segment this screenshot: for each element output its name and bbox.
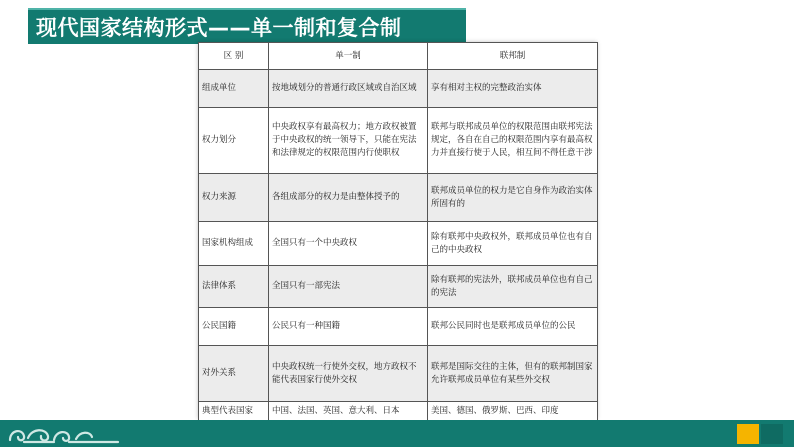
comparison-table-container (198, 42, 597, 419)
title-bar (28, 8, 466, 44)
slide-title: 现代国家结构形式——单一制和复合制 (36, 16, 402, 40)
row-label: 权力来源 (199, 174, 269, 222)
table-row (199, 402, 598, 422)
header-unitary: 单一制 (269, 43, 428, 70)
header-difference: 区 别 (199, 43, 269, 70)
federal-cell: 除有联邦中央政权外，联邦成员单位也有自己的中央政权 (428, 222, 598, 266)
row-label: 国家机构组成 (199, 222, 269, 266)
table-row (199, 174, 598, 222)
unitary-cell: 各组成部分的权力是由整体授予的 (269, 174, 428, 222)
federal-cell: 联邦与联邦成员单位的权限范围由联邦宪法规定，各自在自己的权限范围内享有最高权力并直接行使于人民，相互间不得任意干涉 (428, 108, 598, 174)
table-row (199, 346, 598, 402)
footer-bar (0, 420, 794, 447)
comparison-table (198, 42, 598, 422)
row-label: 法律体系 (199, 266, 269, 308)
unitary-cell: 中央政权统一行使外交权，地方政权不能代表国家行使外交权 (269, 346, 428, 402)
table-row (199, 266, 598, 308)
federal-cell: 联邦成员单位的权力是它自身作为政治实体所固有的 (428, 174, 598, 222)
footer-square-teal (761, 424, 783, 444)
row-label: 组成单位 (199, 70, 269, 108)
cloud-ornament-icon (6, 422, 126, 446)
unitary-cell: 全国只有一个中央政权 (269, 222, 428, 266)
row-label: 权力划分 (199, 108, 269, 174)
unitary-cell: 中央政权享有最高权力；地方政权被置于中央政权的统一领导下，只能在宪法和法律规定的权限范围内行使职权 (269, 108, 428, 174)
unitary-cell: 公民只有一种国籍 (269, 308, 428, 346)
table-row (199, 70, 598, 108)
header-federal: 联邦制 (428, 43, 598, 70)
federal-cell: 除有联邦的宪法外，联邦成员单位也有自己的宪法 (428, 266, 598, 308)
unitary-cell: 按地域划分的普通行政区域或自治区域 (269, 70, 428, 108)
federal-cell: 享有相对主权的完整政治实体 (428, 70, 598, 108)
table-header-row (199, 43, 598, 70)
row-label: 典型代表国家 (199, 402, 269, 422)
unitary-cell: 中国、法国、英国、意大利、日本 (269, 402, 428, 422)
table-row (199, 108, 598, 174)
federal-cell: 联邦是国际交往的主体，但有的联邦制国家允许联邦成员单位有某些外交权 (428, 346, 598, 402)
row-label: 公民国籍 (199, 308, 269, 346)
row-label: 对外关系 (199, 346, 269, 402)
federal-cell: 联邦公民同时也是联邦成员单位的公民 (428, 308, 598, 346)
federal-cell: 美国、德国、俄罗斯、巴西、印度 (428, 402, 598, 422)
table-row (199, 308, 598, 346)
unitary-cell: 全国只有一部宪法 (269, 266, 428, 308)
table-row (199, 222, 598, 266)
footer-square-yellow (737, 424, 759, 444)
